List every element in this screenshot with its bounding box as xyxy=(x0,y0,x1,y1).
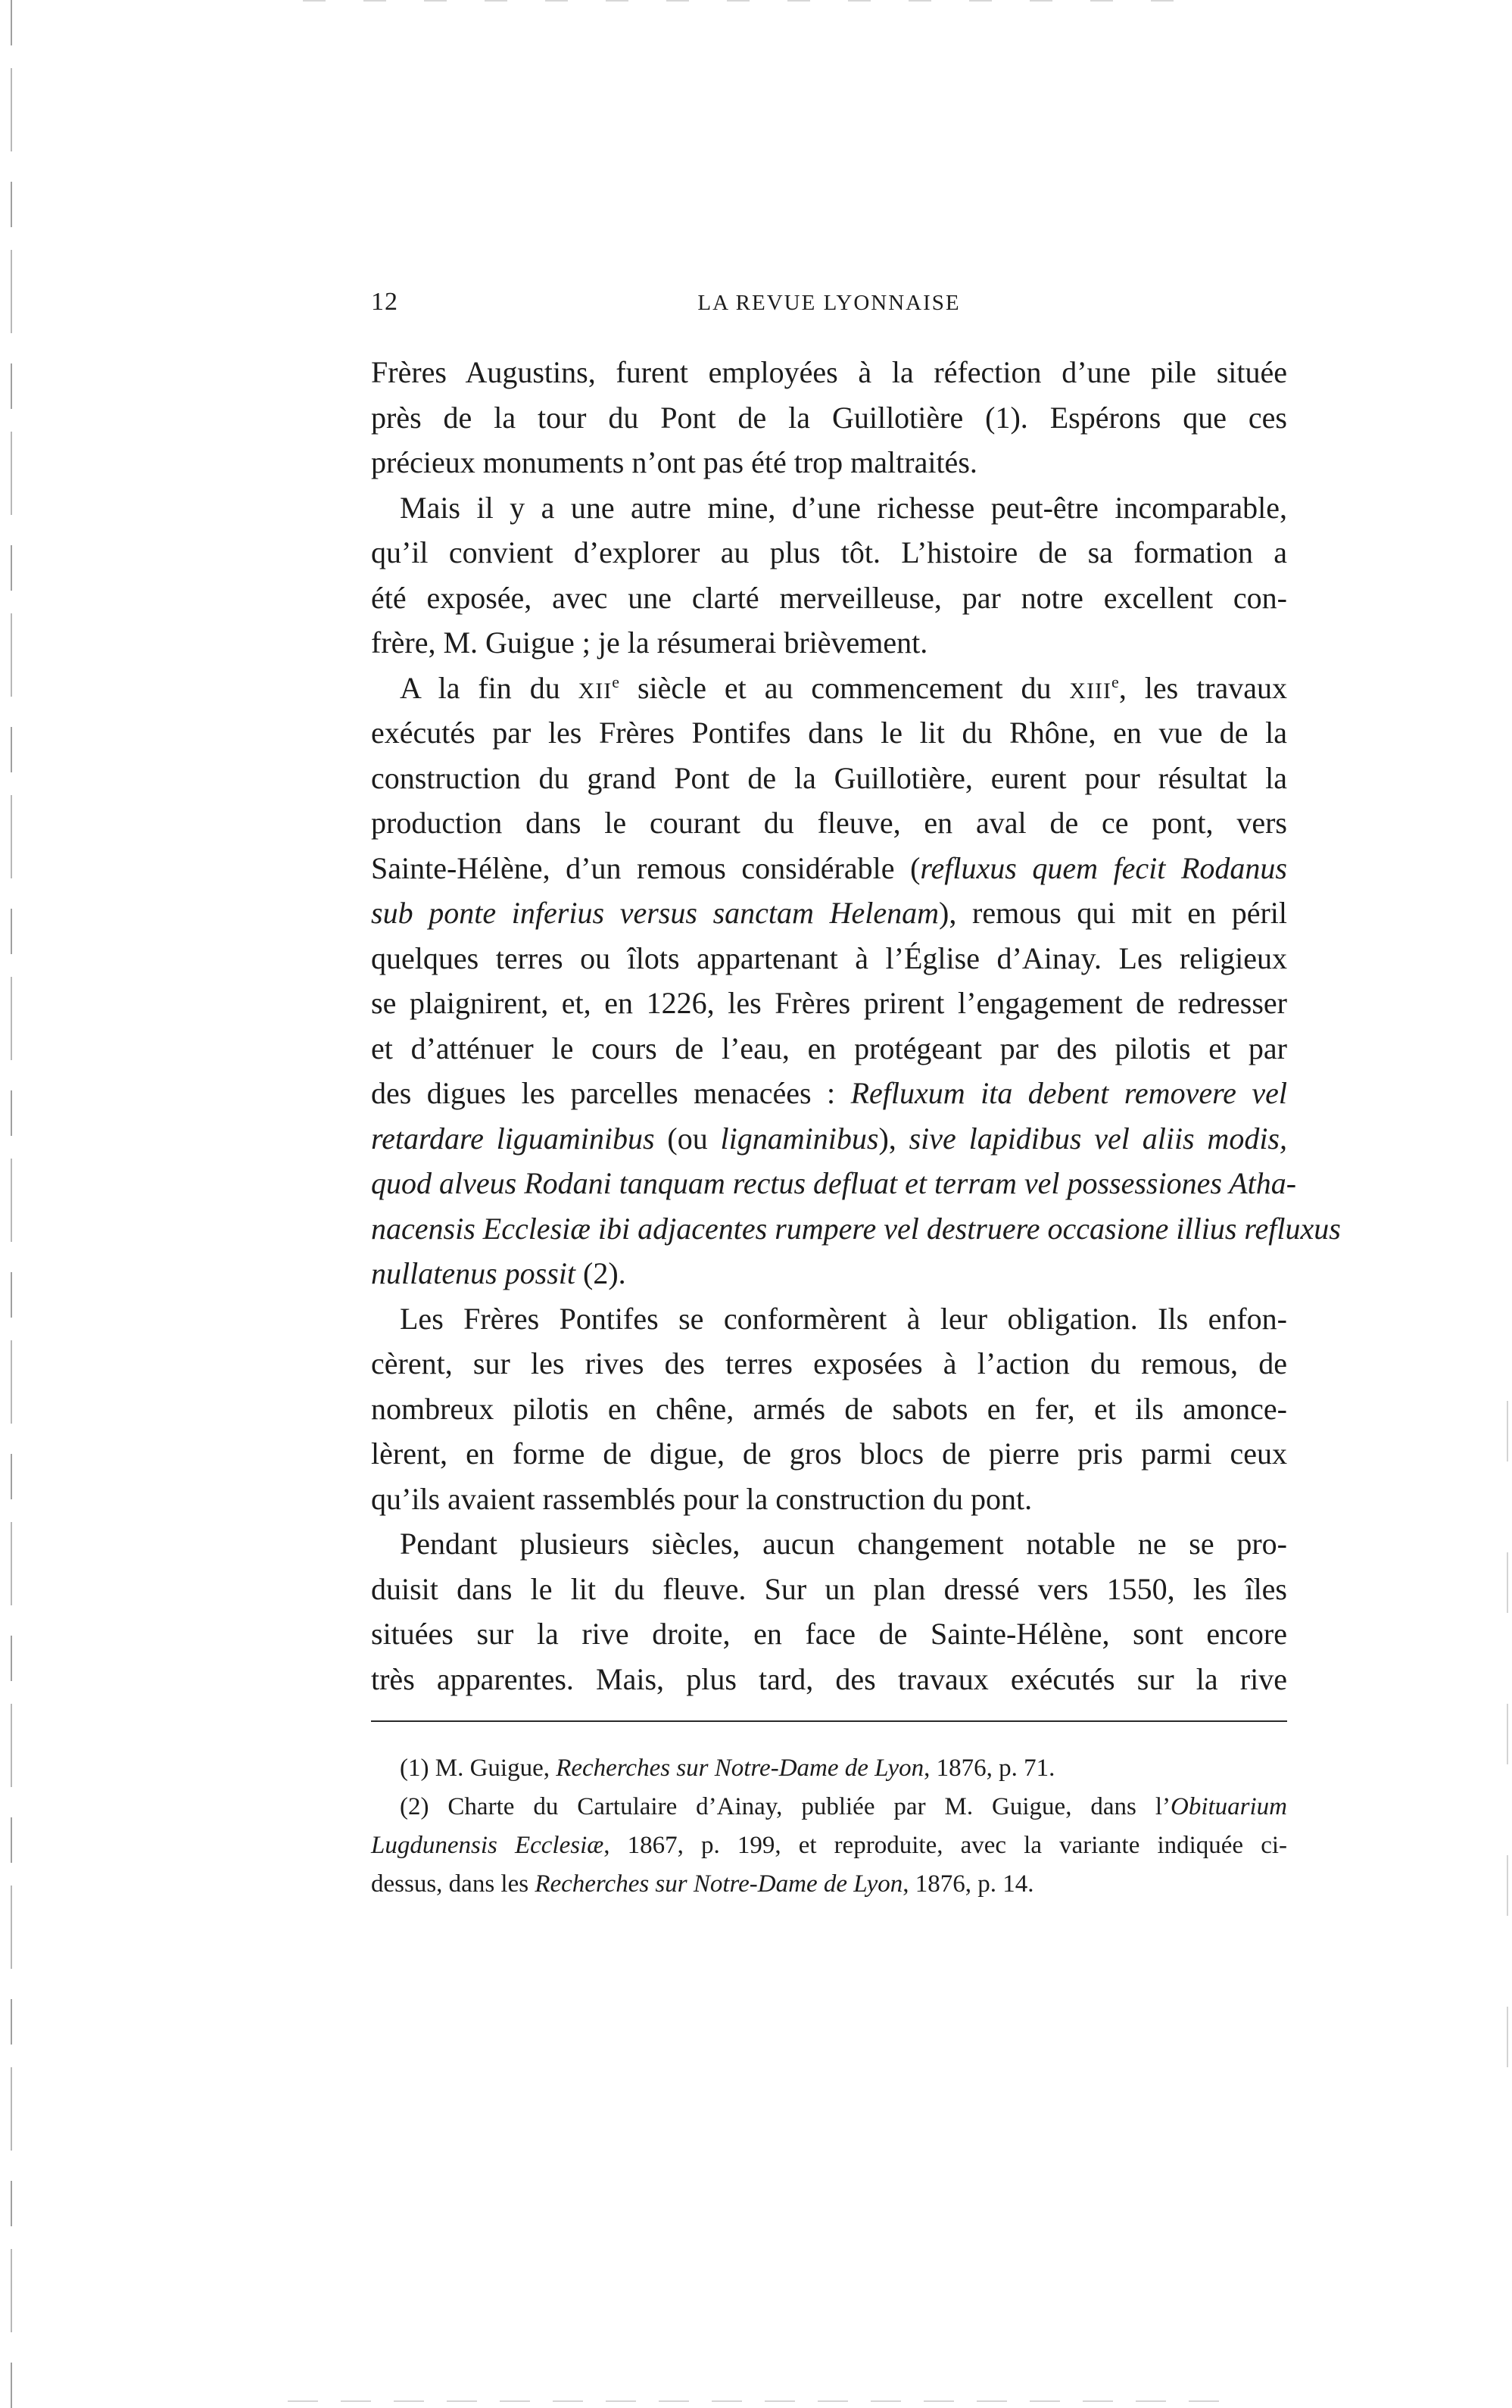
body-text xyxy=(371,350,1341,1702)
body-line: construction du grand Pont de la Guillotière, eurent pour résultat la xyxy=(371,760,1287,795)
roman-numeral: XII xyxy=(578,678,613,703)
latin-quote: retardare liguaminibus xyxy=(371,1121,655,1156)
page-number: 12 xyxy=(371,288,398,316)
paragraph-start: A la fin du XIIe siècle et au commencement du XIIIe, les travaux xyxy=(400,670,1288,705)
page-edge-right xyxy=(1507,1401,1508,2082)
body-line: retardare liguaminibus (ou lignaminibus), sive lapidibus vel aliis modis, xyxy=(371,1121,1287,1156)
roman-numeral: XIII xyxy=(1069,678,1112,703)
body-line: précieux monuments n’ont pas été trop maltraités. xyxy=(371,445,977,479)
footnotes xyxy=(371,1749,1287,1904)
footnote-line: Lugdunensis Ecclesiæ, 1867, p. 199, et reproduite, avec la variante indiquée ci- xyxy=(371,1832,1287,1859)
body-line xyxy=(371,1161,1297,1206)
body-line: duisit dans le lit du fleuve. Sur un plan dressé vers 1550, les îles xyxy=(371,1571,1287,1606)
page-edge-left xyxy=(11,0,12,2408)
paragraph-start: Les Frères Pontifes se conformèrent à leur obligation. Ils enfon- xyxy=(400,1301,1287,1336)
latin-quote: sub ponte inferius versus sanctam Helenam xyxy=(371,896,939,930)
journal-title: LA REVUE LYONNAISE xyxy=(697,291,961,315)
body-line: qu’il convient d’explorer au plus tôt. L’histoire de sa formation a xyxy=(371,535,1287,569)
footnote-rule xyxy=(371,1720,1287,1722)
cited-title: Recherches sur Notre-Dame de Lyon xyxy=(535,1870,903,1898)
latin-quote: refluxus quem fecit Rodanus xyxy=(920,850,1287,885)
footnote-1: (1) M. Guigue, Recherches sur Notre-Dame de Lyon, 1876, p. 71. xyxy=(400,1755,1055,1782)
body-line: exécutés par les Frères Pontifes dans le lit du Rhône, en vue de la xyxy=(371,716,1287,750)
body-line: Sainte-Hélène, d’un remous considérable (refluxus quem fecit Rodanus xyxy=(371,850,1287,885)
superscript: e xyxy=(612,672,620,691)
body-line: sub ponte inferius versus sanctam Helenam), remous qui mit en péril xyxy=(371,896,1287,930)
latin-quote: nacensis Ecclesiæ ibi adjacentes rumpere vel destruere occasione illius refluxus xyxy=(371,1211,1341,1246)
body-line: frère, M. Guigue ; je la résumerai brièvement. xyxy=(371,625,928,660)
body-line: été exposée, avec une clarté merveilleuse, par notre excellent con- xyxy=(371,580,1287,615)
body-line: cèrent, sur les rives des terres exposées à l’action du remous, de xyxy=(371,1346,1287,1380)
page-edge-bottom xyxy=(288,2400,1234,2402)
body-line: et d’atténuer le cours de l’eau, en protégeant par des pilotis et par xyxy=(371,1031,1287,1065)
body-line: production dans le courant du fleuve, en aval de ce pont, vers xyxy=(371,806,1287,840)
cited-title: Obituarium xyxy=(1170,1793,1287,1820)
latin-quote: quod alveus Rodani tanquam rectus defluat et terram vel possessiones Atha- xyxy=(371,1166,1297,1200)
cited-title: Recherches sur Notre-Dame de Lyon xyxy=(556,1755,924,1782)
body-line: nullatenus possit (2). xyxy=(371,1256,626,1290)
body-line: qu’ils avaient rassemblés pour la construction du pont. xyxy=(371,1481,1033,1516)
body-line: se plaignirent, et, en 1226, les Frères prirent l’engagement de redresser xyxy=(371,986,1287,1020)
body-line: Frères Augustins, furent employées à la réfection d’une pile située xyxy=(371,355,1287,389)
latin-quote: lignaminibus xyxy=(720,1121,879,1156)
paragraph-start: Pendant plusieurs siècles, aucun changement notable ne se pro- xyxy=(400,1527,1287,1561)
body-line: lèrent, en forme de digue, de gros blocs de pierre pris parmi ceux xyxy=(371,1436,1287,1471)
running-head xyxy=(371,288,1287,326)
body-line: très apparentes. Mais, plus tard, des travaux exécutés sur la rive xyxy=(371,1661,1287,1696)
body-line: des digues les parcelles menacées : Refluxum ita debent removere vel xyxy=(371,1076,1287,1110)
footnote-line: dessus, dans les Recherches sur Notre-Dame de Lyon, 1876, p. 14. xyxy=(371,1870,1034,1898)
body-line xyxy=(371,1206,1341,1252)
paragraph-start: Mais il y a une autre mine, d’une richesse peut-être incomparable, xyxy=(400,490,1287,525)
body-line: situées sur la rive droite, en face de Sainte-Hélène, sont encore xyxy=(371,1617,1287,1651)
cited-title: Lugdunensis Ecclesiæ xyxy=(371,1832,604,1859)
superscript: e xyxy=(1111,672,1119,691)
latin-quote: nullatenus possit xyxy=(371,1256,576,1290)
body-line: près de la tour du Pont de la Guillotière (1). Espérons que ces xyxy=(371,400,1287,435)
latin-quote: sive lapidibus vel aliis modis, xyxy=(909,1121,1287,1156)
page-edge-top xyxy=(303,0,1211,2)
body-line: nombreux pilotis en chêne, armés de sabots en fer, et ils amonce- xyxy=(371,1391,1287,1426)
latin-quote: Refluxum ita debent removere vel xyxy=(850,1076,1287,1110)
footnote-2: (2) Charte du Cartulaire d’Ainay, publiée par M. Guigue, dans l’Obituarium xyxy=(400,1793,1287,1820)
body-line: quelques terres ou îlots appartenant à l’Église d’Ainay. Les religieux xyxy=(371,940,1287,975)
